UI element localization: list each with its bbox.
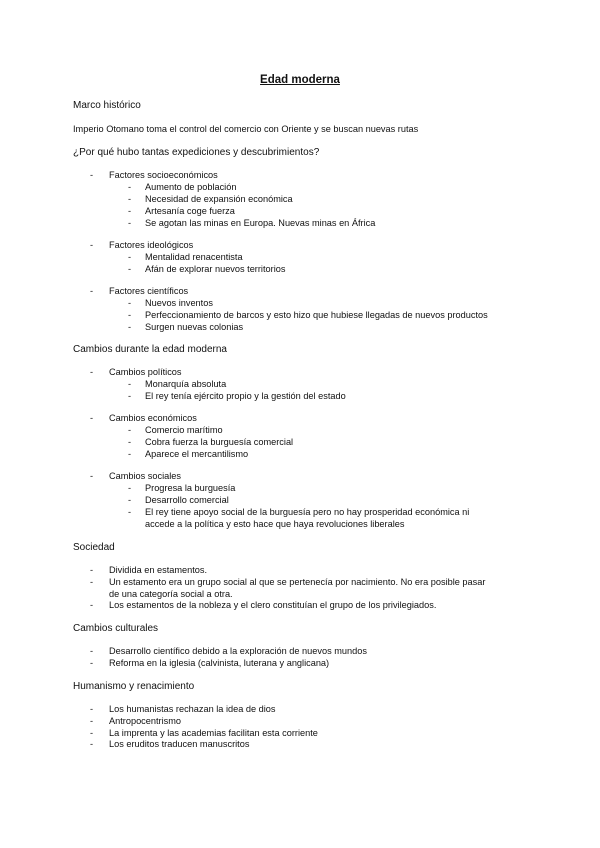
sub-bullet-dash: - [128, 507, 132, 517]
bullet-dash: - [90, 367, 94, 377]
list-item: El rey tiene apoyo social de la burguesía pero no hay prosperidad económica ni [145, 507, 470, 517]
sub-bullet-dash: - [128, 379, 132, 389]
bullet-dash: - [90, 728, 94, 738]
question-heading: ¿Por qué hubo tantas expediciones y descubrimientos? [73, 147, 320, 158]
list-item: Los eruditos traducen manuscritos [109, 739, 250, 749]
list-item: Los humanistas rechazan la idea de dios [109, 704, 276, 714]
bullet-dash: - [90, 286, 94, 296]
sub-bullet-dash: - [128, 194, 132, 204]
cambio-label: Cambios sociales [109, 471, 181, 481]
list-item: Mentalidad renacentista [145, 252, 243, 262]
bullet-dash: - [90, 704, 94, 714]
bullet-dash: - [90, 170, 94, 180]
list-item: Se agotan las minas en Europa. Nuevas minas en África [145, 218, 376, 228]
list-item: Desarrollo científico debido a la exploración de nuevos mundos [109, 646, 367, 656]
cambios-heading: Cambios durante la edad moderna [73, 344, 227, 355]
sub-bullet-dash: - [128, 298, 132, 308]
list-item-continuation: de una categoría social a otra. [109, 589, 233, 599]
list-item: Artesanía coge fuerza [145, 206, 235, 216]
bullet-dash: - [90, 600, 94, 610]
list-item: Desarrollo comercial [145, 495, 229, 505]
bullet-dash: - [90, 413, 94, 423]
sub-bullet-dash: - [128, 310, 132, 320]
bullet-dash: - [90, 658, 94, 668]
list-item: Un estamento era un grupo social al que se pertenecía por nacimiento. No era posible pasar [109, 577, 486, 587]
list-item: Los estamentos de la nobleza y el clero constituían el grupo de los privilegiados. [109, 600, 437, 610]
humanismo-heading: Humanismo y renacimiento [73, 681, 195, 692]
sub-bullet-dash: - [128, 252, 132, 262]
factor-label: Factores ideológicos [109, 240, 194, 250]
list-item-continuation: accede a la política y esto hace que haya revoluciones liberales [145, 519, 405, 529]
sub-bullet-dash: - [128, 182, 132, 192]
list-item: Reforma en la iglesia (calvinista, luterana y anglicana) [109, 658, 330, 668]
marco-text: Imperio Otomano toma el control del comercio con Oriente y se buscan nuevas rutas [73, 124, 419, 134]
list-item: Perfeccionamiento de barcos y esto hizo que hubiese llegadas de nuevos productos [145, 310, 488, 320]
sub-bullet-dash: - [128, 264, 132, 274]
page-title: Edad moderna [260, 74, 340, 86]
list-item: Afán de explorar nuevos territorios [145, 264, 286, 274]
list-item: Dividida en estamentos. [109, 565, 208, 575]
sub-bullet-dash: - [128, 449, 132, 459]
sub-bullet-dash: - [128, 322, 132, 332]
bullet-dash: - [90, 739, 94, 749]
list-item: Comercio marítimo [145, 425, 223, 435]
sub-bullet-dash: - [128, 495, 132, 505]
sub-bullet-dash: - [128, 391, 132, 401]
list-item: Progresa la burguesía [145, 483, 236, 493]
bullet-dash: - [90, 471, 94, 481]
cambio-label: Cambios económicos [109, 413, 197, 423]
list-item: Cobra fuerza la burguesía comercial [145, 437, 294, 447]
sociedad-heading: Sociedad [73, 542, 115, 553]
culturales-heading: Cambios culturales [73, 623, 159, 634]
factor-label: Factores socioeconómicos [109, 170, 218, 180]
marco-heading: Marco histórico [73, 100, 141, 111]
list-item: La imprenta y las academias facilitan esta corriente [109, 728, 318, 738]
bullet-dash: - [90, 565, 94, 575]
list-item: Monarquía absoluta [145, 379, 227, 389]
list-item: Aumento de población [145, 182, 237, 192]
list-item: Aparece el mercantilismo [145, 449, 249, 459]
cambio-label: Cambios políticos [109, 367, 182, 377]
list-item: Antropocentrismo [109, 716, 182, 726]
sub-bullet-dash: - [128, 483, 132, 493]
factor-label: Factores científicos [109, 286, 189, 296]
list-item: Surgen nuevas colonias [145, 322, 244, 332]
list-item: Necesidad de expansión económica [145, 194, 293, 204]
sub-bullet-dash: - [128, 437, 132, 447]
bullet-dash: - [90, 716, 94, 726]
bullet-dash: - [90, 646, 94, 656]
bullet-dash: - [90, 240, 94, 250]
list-item: Nuevos inventos [145, 298, 213, 308]
sub-bullet-dash: - [128, 206, 132, 216]
sub-bullet-dash: - [128, 425, 132, 435]
bullet-dash: - [90, 577, 94, 587]
sub-bullet-dash: - [128, 218, 132, 228]
list-item: El rey tenía ejército propio y la gestión del estado [145, 391, 346, 401]
